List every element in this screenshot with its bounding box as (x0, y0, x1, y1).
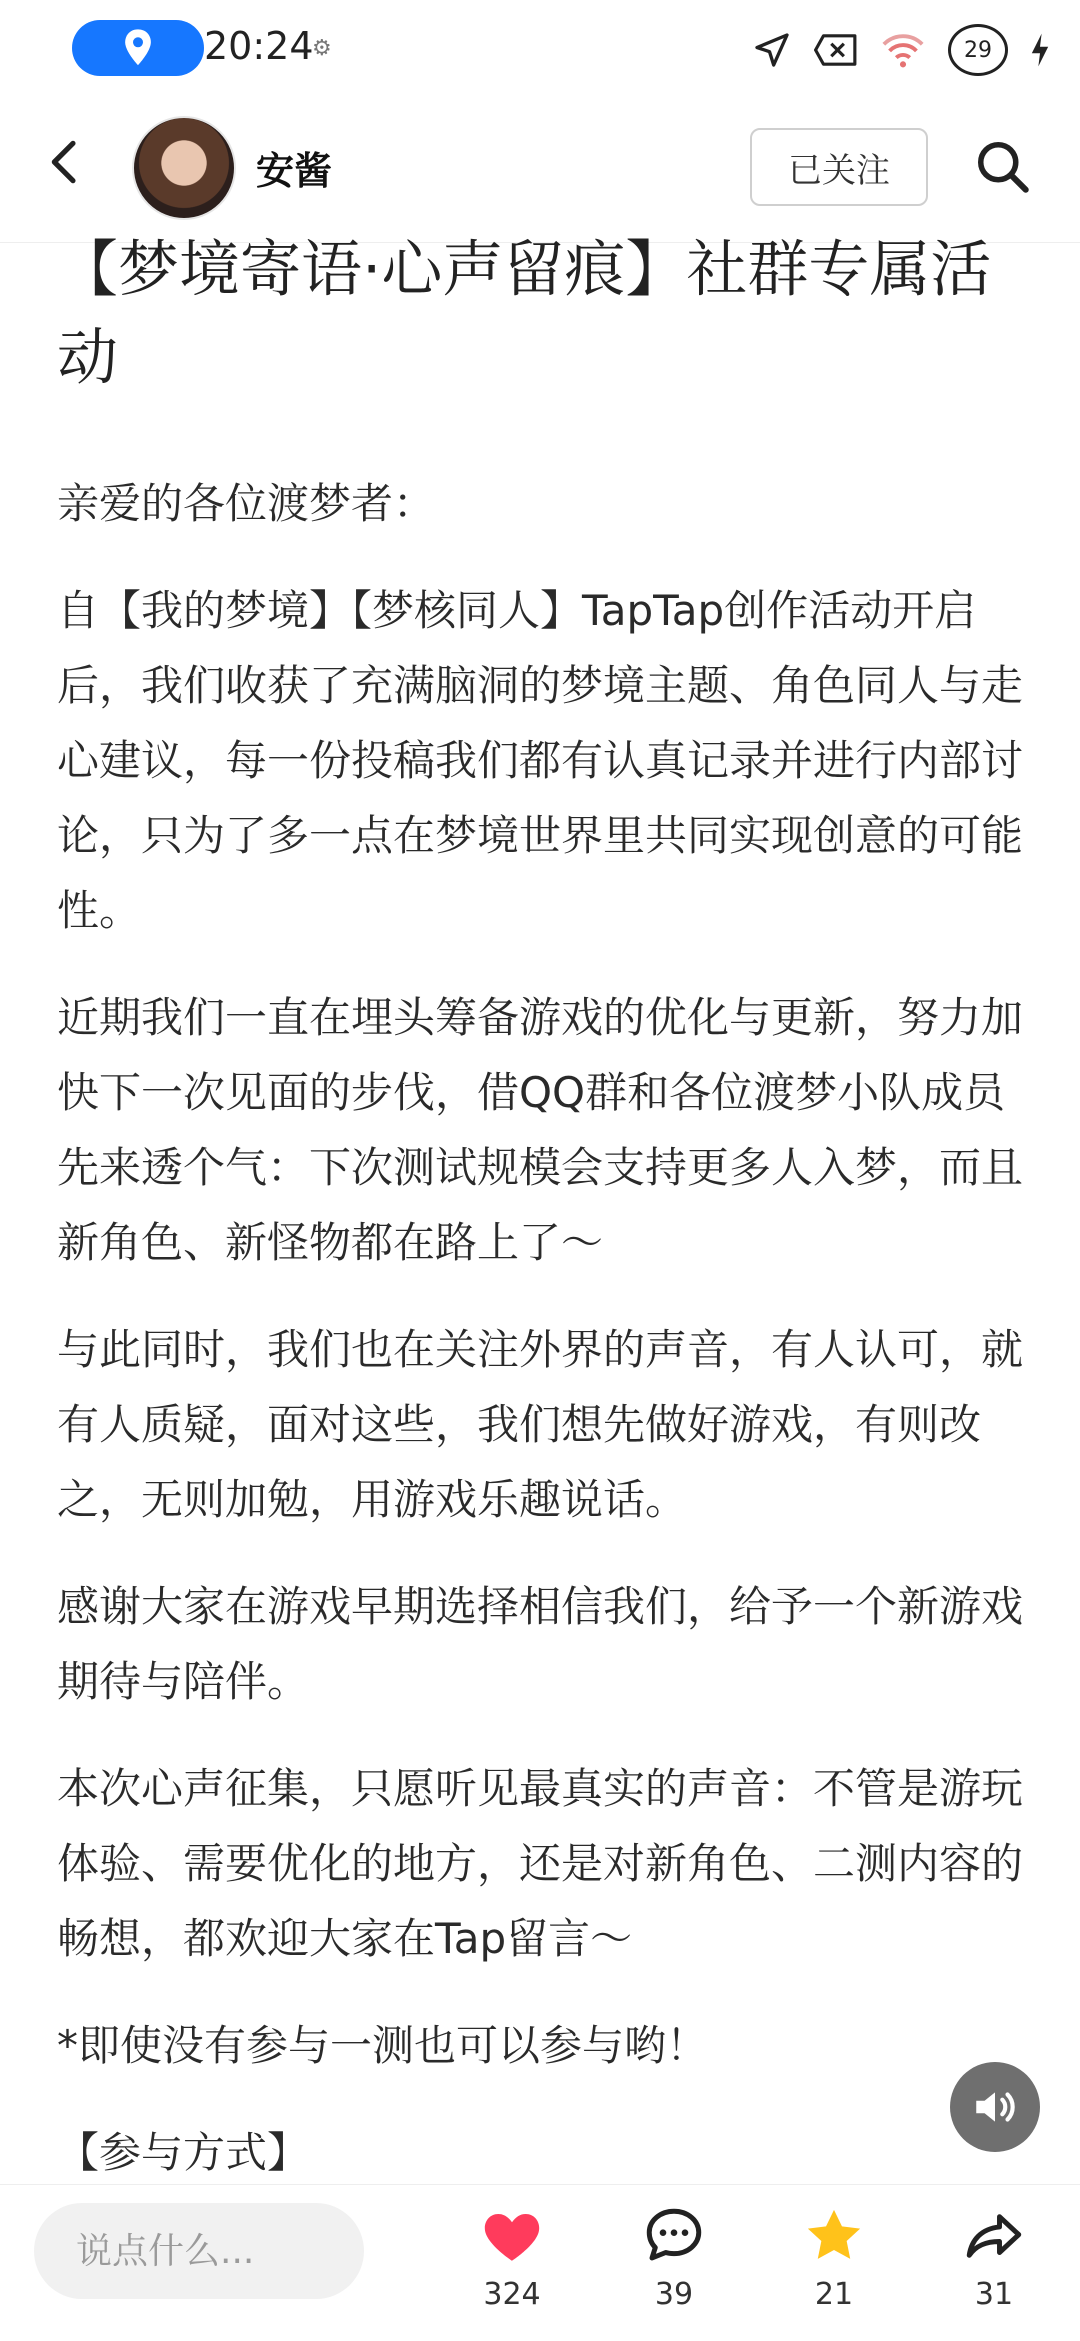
post-paragraph: 亲爱的各位渡梦者： (57, 479, 436, 528)
share-arrow-icon (961, 2203, 1027, 2269)
post-title: 【梦境寄语·心声留痕】社群专属活动 (57, 234, 992, 393)
post-paragraph: 自【我的梦境】【梦核同人】TapTap创作活动开启后，我们收获了充满脑洞的梦境主题、角色同人与走心建议，每一份投稿我们都有认真记录并进行内部讨论，只为了多一点在梦境世界里共同实现创意的可能性。 (57, 586, 1024, 935)
status-bar (0, 0, 1080, 96)
follow-button-label: 已关注 (788, 150, 890, 191)
status-time: 20:24 (204, 24, 314, 68)
chevron-left-icon (38, 134, 94, 190)
star-icon (801, 2203, 867, 2269)
search-icon (972, 136, 1032, 196)
avatar[interactable] (132, 116, 236, 220)
post-paragraph: 与此同时，我们也在关注外界的声音，有人认可，就有人质疑，面对这些，我们想先做好游戏，有则改之，无则加勉，用游戏乐趣说话。 (57, 1325, 1024, 1524)
back-button[interactable] (38, 134, 94, 190)
like-button[interactable] (462, 2203, 562, 2333)
post-paragraph: 感谢大家在游戏早期选择相信我们，给予一个新游戏期待与陪伴。 (57, 1582, 1024, 1706)
section-heading: 【参与方式】 (57, 2128, 310, 2177)
charging-bolt-icon (1030, 32, 1050, 68)
comment-bubble-icon (641, 2203, 707, 2269)
comment-count: 39 (654, 2277, 694, 2312)
settings-gear-icon: ⚙ (312, 36, 332, 61)
battery-indicator (948, 24, 1008, 76)
location-pin-icon (120, 28, 156, 68)
post-paragraph: *即使没有参与一测也可以参与哟！ (57, 2021, 709, 2070)
status-icons (752, 22, 1050, 78)
battery-level: 29 (964, 37, 992, 63)
bottom-action-bar (0, 2184, 1080, 2341)
wifi-icon (880, 30, 926, 70)
post-paragraph: 本次心声征集，只愿听见最真实的声音：不管是游玩体验、需要优化的地方，还是对新角色、二测内容的畅想，都欢迎大家在Tap留言～ (57, 1764, 1024, 1963)
author-name[interactable]: 安酱 (256, 149, 333, 193)
comment-input[interactable] (34, 2203, 364, 2299)
post-paragraph: 近期我们一直在埋头筹备游戏的优化与更新，努力加快下一次见面的步伐，借QQ群和各位渡梦小队成员先来透个气：下次测试规模会支持更多人入梦，而且新角色、新怪物都在路上了～ (57, 993, 1024, 1267)
navigation-arrow-icon (752, 30, 792, 70)
search-button[interactable] (972, 136, 1032, 196)
share-count: 31 (974, 2277, 1014, 2312)
like-count: 324 (483, 2277, 541, 2312)
heart-icon (479, 2203, 545, 2269)
post-content (57, 226, 1027, 2190)
no-sim-icon (814, 32, 858, 68)
speaker-icon (970, 2082, 1020, 2132)
share-button[interactable] (944, 2203, 1044, 2333)
follow-button[interactable] (750, 128, 928, 206)
favorite-button[interactable] (784, 2203, 884, 2333)
location-indicator (72, 20, 204, 76)
comment-button[interactable] (624, 2203, 724, 2333)
post-header (0, 96, 1080, 243)
sound-button[interactable] (950, 2062, 1040, 2152)
favorite-count: 21 (814, 2277, 854, 2312)
